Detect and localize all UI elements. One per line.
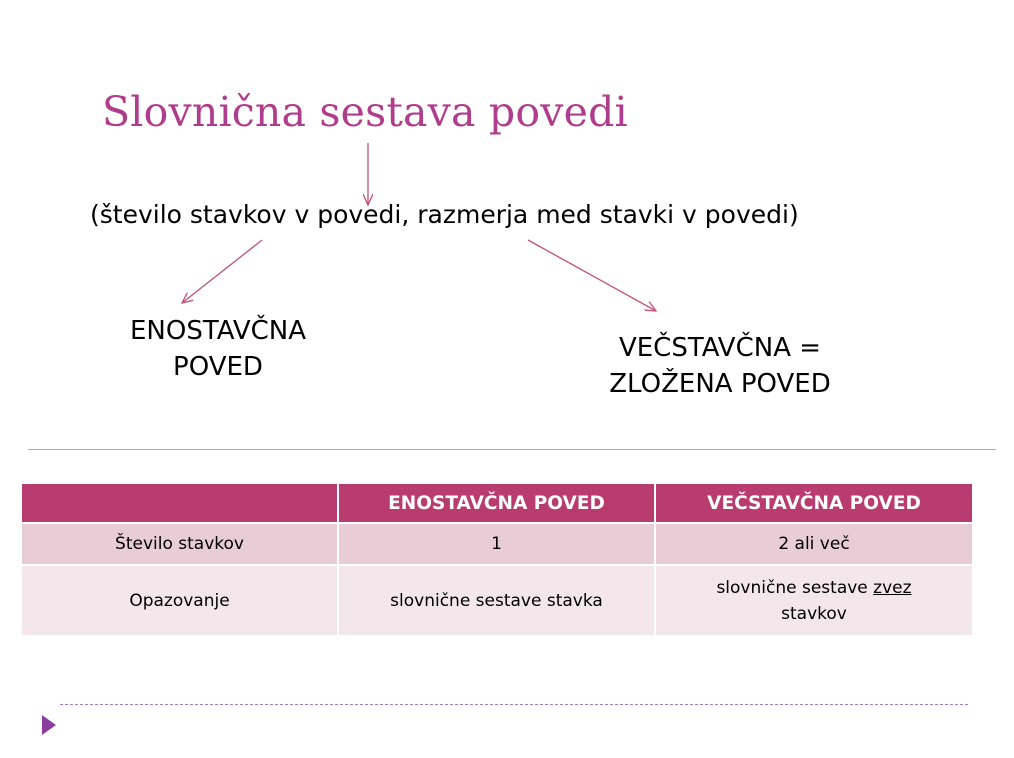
table-cell-label: Opazovanje — [21, 565, 338, 636]
table-row — [21, 523, 973, 565]
table-header-row — [21, 483, 973, 523]
table-header-empty — [21, 483, 338, 523]
table-header-compound: VEČSTAVČNA POVED — [655, 483, 973, 523]
table-cell: 1 — [338, 523, 655, 565]
cell-text-underlined: zvez — [873, 577, 912, 598]
simple-sentence-line2: POVED — [173, 352, 263, 382]
table-cell: 2 ali več — [655, 523, 973, 565]
table-cell — [655, 565, 973, 636]
arrow-to-compound-sentence — [528, 240, 656, 311]
section-divider — [28, 449, 996, 450]
subtitle-parenthetical: (število stavkov v povedi, razmerja med stavki v povedi) — [90, 200, 799, 229]
simple-sentence-line1: ENOSTAVČNA — [129, 316, 306, 346]
compound-sentence-label — [580, 330, 860, 402]
arrow-to-simple-sentence — [182, 240, 262, 303]
table-header-simple: ENOSTAVČNA POVED — [338, 483, 655, 523]
compound-sentence-line1: VEČSTAVČNA = — [618, 333, 822, 363]
slide-title: Slovnična sestava povedi — [102, 88, 628, 136]
footer-dashed-line — [60, 704, 968, 705]
simple-sentence-label — [104, 313, 332, 385]
compound-sentence-line2: ZLOŽENA POVED — [609, 369, 831, 399]
play-triangle-icon — [42, 715, 56, 735]
comparison-table — [20, 482, 974, 637]
table-row — [21, 565, 973, 636]
cell-text-prefix: slovnične sestave — [716, 577, 874, 598]
cell-text-suffix: stavkov — [781, 603, 847, 624]
table-cell: slovnične sestave stavka — [338, 565, 655, 636]
table-cell-label: Število stavkov — [21, 523, 338, 565]
